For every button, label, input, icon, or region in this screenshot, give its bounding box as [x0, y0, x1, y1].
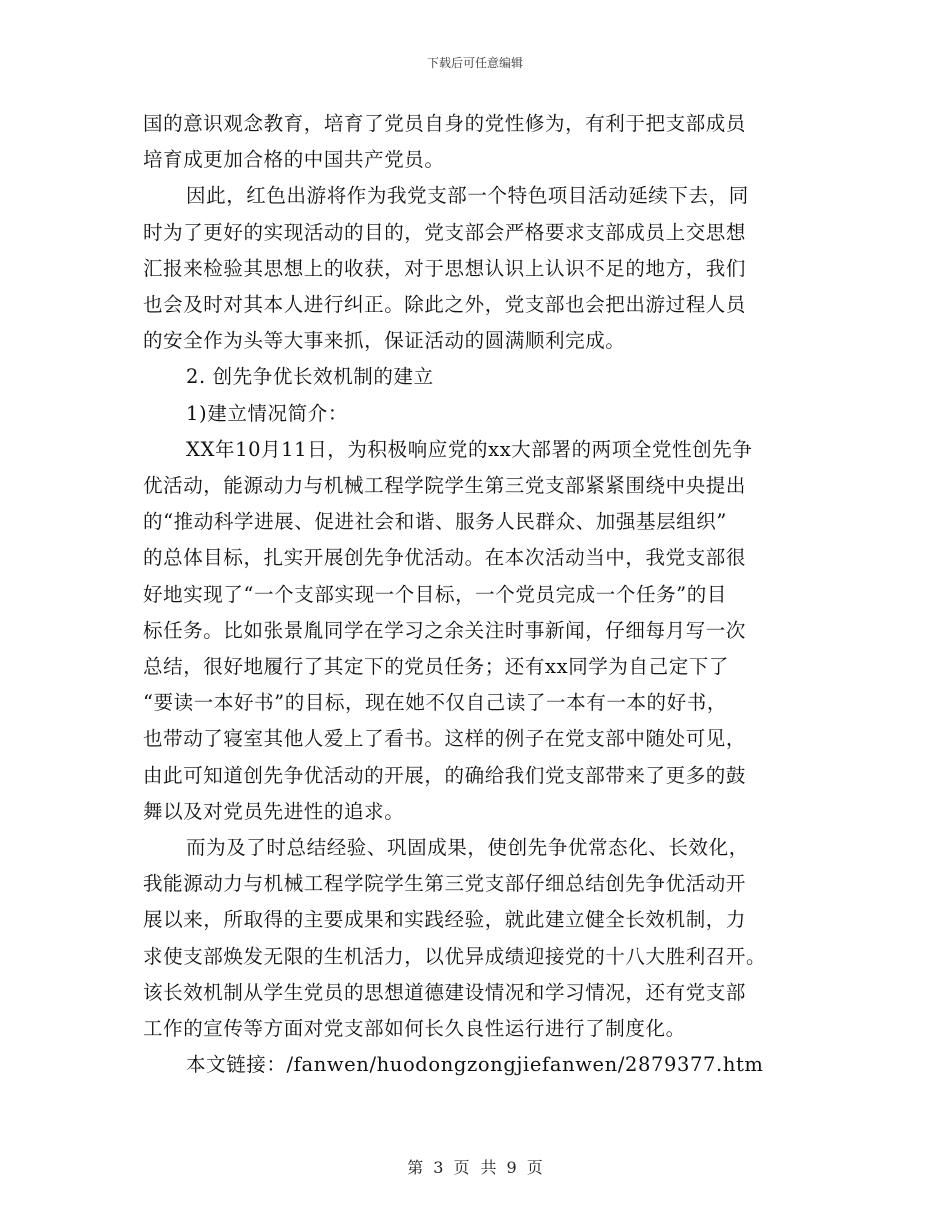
text-line: 的总体目标，扎实开展创先争优活动。在本次活动当中，我党支部很	[143, 546, 747, 570]
text-line: 本文链接：/fanwen/huodongzongjiefanwen/2879377.htm	[186, 1053, 764, 1077]
text-line: 标任务。比如张景胤同学在学习之余关注时事新闻，仔细每月写一次	[143, 618, 747, 642]
page-prefix: 第	[407, 1158, 424, 1177]
text-line: XX年10月11日，为积极响应党的xx大部署的两项全党性创先争	[186, 437, 753, 461]
text-line: 好地实现了“一个支部实现一个目标，一个党员完成一个任务”的目	[143, 582, 727, 606]
total-pages: 9	[506, 1158, 517, 1177]
text-line: “要读一本好书”的目标，现在她不仅自己读了一本有一本的好书，	[143, 691, 727, 715]
text-line: 时为了更好的实现活动的目的，党支部会严格要求支部成员上交思想	[143, 220, 747, 244]
text-line: 2. 创先争优长效机制的建立	[186, 365, 434, 389]
text-line: 的安全作为头等大事来抓，保证活动的圆满顺利完成。	[143, 329, 626, 353]
text-line: 由此可知道创先争优活动的开展，的确给我们党支部带来了更多的鼓	[143, 763, 747, 787]
text-line: 该长效机制从学生党员的思想道德建设情况和学习情况，还有党支部	[143, 980, 747, 1004]
text-line: 培育成更加合格的中国共产党员。	[143, 148, 445, 172]
text-line: 总结，很好地履行了其定下的党员任务；还有xx同学为自己定下了	[143, 655, 729, 679]
text-line: 而为及了时总结经验、巩固成果，使创先争优常态化、长效化，	[186, 836, 749, 860]
text-line: 我能源动力与机械工程学院学生第三党支部仔细总结创先争优活动开	[143, 872, 747, 896]
text-line: 也会及时对其本人进行纠正。除此之外，党支部也会把出游过程人员	[143, 293, 747, 317]
document-body	[143, 106, 823, 1083]
page-suffix: 页	[526, 1158, 543, 1177]
text-line: 1)建立情况简介：	[186, 401, 348, 425]
page-number: 3	[433, 1158, 444, 1177]
text-line: 工作的宣传等方面对党支部如何长久良性运行进行了制度化。	[143, 1017, 686, 1041]
text-line: 也带动了寝室其他人爱上了看书。这样的例子在党支部中随处可见，	[143, 727, 747, 751]
text-line: 国的意识观念教育，培育了党员自身的党性修为，有利于把支部成员	[143, 112, 747, 135]
text-line: 求使支部焕发无限的生机活力，以优异成绩迎接党的十八大胜利召开。	[143, 944, 767, 968]
page-mid: 页 共	[453, 1158, 497, 1177]
text-line: 舞以及对党员先进性的追求。	[143, 799, 405, 823]
text-line: 汇报来检验其思想上的收获，对于思想认识上认识不足的地方，我们	[143, 256, 747, 280]
text-line: 的“推动科学进展、促进社会和谐、服务人民群众、加强基层组织”	[143, 510, 727, 534]
text-line: 因此，红色出游将作为我党支部一个特色项目活动延续下去，同	[186, 184, 749, 208]
text-line: 优活动，能源动力与机械工程学院学生第三党支部紧紧围绕中央提出	[143, 474, 747, 498]
text-line: 展以来，所取得的主要成果和实践经验，就此建立健全长效机制，力	[143, 908, 747, 932]
page-header: 下载后可任意编辑	[426, 56, 523, 70]
page-footer	[0, 1155, 950, 1178]
